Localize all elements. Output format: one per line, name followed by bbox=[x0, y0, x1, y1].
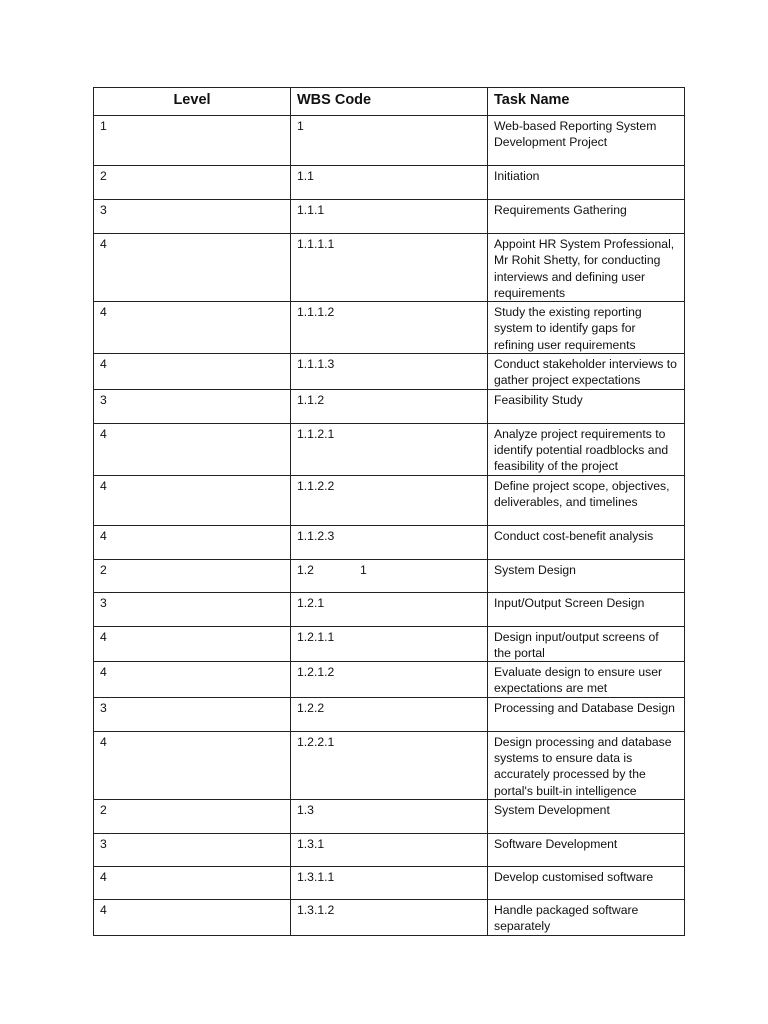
cell-level: 3 bbox=[94, 833, 291, 866]
table-row bbox=[94, 626, 685, 662]
cell-level: 4 bbox=[94, 731, 291, 799]
table-row bbox=[94, 166, 685, 200]
table-row bbox=[94, 389, 685, 423]
cell-wbs-code bbox=[291, 423, 488, 475]
cell-wbs-code bbox=[291, 525, 488, 559]
wbs-code-text: 1.3.1.2 bbox=[297, 902, 335, 917]
cell-task-name: Requirements Gathering bbox=[488, 200, 685, 234]
cell-wbs-code bbox=[291, 899, 488, 935]
cell-wbs-code bbox=[291, 116, 488, 166]
cell-level: 4 bbox=[94, 423, 291, 475]
wbs-code-text: 1.3.1 bbox=[297, 836, 325, 851]
table-row bbox=[94, 697, 685, 731]
table-row bbox=[94, 866, 685, 899]
cell-task-name: Appoint HR System Professional, Mr Rohit Shetty, for conducting interviews and defining user requirements bbox=[488, 234, 685, 302]
table-row bbox=[94, 525, 685, 559]
cell-level: 2 bbox=[94, 166, 291, 200]
wbs-code-text: 1.1.2.1 bbox=[297, 426, 335, 441]
table-row bbox=[94, 662, 685, 698]
cell-level: 4 bbox=[94, 662, 291, 698]
wbs-code-text: 1.2.2.1 bbox=[297, 734, 335, 749]
cell-level: 4 bbox=[94, 475, 291, 525]
cell-task-name: System Design bbox=[488, 559, 685, 592]
header-task-name: Task Name bbox=[488, 88, 685, 116]
wbs-code-text: 1.3.1.1 bbox=[297, 869, 335, 884]
cell-task-name: Design processing and database systems to ensure data is accurately processed by the portal's built-in intelligence bbox=[488, 731, 685, 799]
table-row bbox=[94, 592, 685, 626]
cell-task-name: System Development bbox=[488, 799, 685, 833]
wbs-code-extra: 1 bbox=[359, 562, 367, 577]
cell-wbs-code bbox=[291, 592, 488, 626]
cell-level: 4 bbox=[94, 866, 291, 899]
cell-wbs-code bbox=[291, 697, 488, 731]
cell-wbs-code bbox=[291, 475, 488, 525]
cell-task-name: Handle packaged software separately bbox=[488, 899, 685, 935]
cell-task-name: Define project scope, objectives, deliverables, and timelines bbox=[488, 475, 685, 525]
wbs-code-text: 1.1.2.3 bbox=[297, 528, 335, 543]
wbs-code-text: 1.2 bbox=[297, 562, 314, 577]
header-wbs-code: WBS Code bbox=[291, 88, 488, 116]
cell-task-name: Feasibility Study bbox=[488, 389, 685, 423]
table-header-row bbox=[94, 88, 685, 116]
cell-level: 4 bbox=[94, 525, 291, 559]
table-row bbox=[94, 559, 685, 592]
wbs-code-text: 1.2.2 bbox=[297, 700, 325, 715]
wbs-code-text: 1.2.1.2 bbox=[297, 665, 335, 680]
cell-wbs-code bbox=[291, 389, 488, 423]
cell-level: 4 bbox=[94, 302, 291, 354]
table-row bbox=[94, 302, 685, 354]
cell-task-name: Develop customised software bbox=[488, 866, 685, 899]
cell-task-name: Conduct stakeholder interviews to gather project expectations bbox=[488, 354, 685, 390]
cell-task-name: Analyze project requirements to identify potential roadblocks and feasibility of the project bbox=[488, 423, 685, 475]
cell-task-name: Software Development bbox=[488, 833, 685, 866]
header-level: Level bbox=[94, 88, 291, 116]
cell-wbs-code bbox=[291, 354, 488, 390]
table-row bbox=[94, 833, 685, 866]
table-row bbox=[94, 475, 685, 525]
table-row bbox=[94, 799, 685, 833]
table-row bbox=[94, 423, 685, 475]
cell-wbs-code bbox=[291, 731, 488, 799]
wbs-code-text: 1.2.1.1 bbox=[297, 629, 335, 644]
cell-level: 2 bbox=[94, 799, 291, 833]
cell-task-name: Conduct cost-benefit analysis bbox=[488, 525, 685, 559]
cell-level: 4 bbox=[94, 234, 291, 302]
cell-level: 3 bbox=[94, 200, 291, 234]
cell-wbs-code bbox=[291, 626, 488, 662]
table-body bbox=[94, 116, 685, 936]
cell-level: 3 bbox=[94, 697, 291, 731]
cell-task-name: Input/Output Screen Design bbox=[488, 592, 685, 626]
table-row bbox=[94, 200, 685, 234]
wbs-code-text: 1.2.1 bbox=[297, 595, 325, 610]
wbs-code-text: 1.1.1 bbox=[297, 203, 325, 217]
cell-wbs-code bbox=[291, 662, 488, 698]
cell-wbs-code bbox=[291, 866, 488, 899]
cell-task-name: Evaluate design to ensure user expectations are met bbox=[488, 662, 685, 698]
wbs-table bbox=[93, 87, 685, 936]
wbs-code-text: 1.3 bbox=[297, 802, 314, 817]
cell-level: 4 bbox=[94, 354, 291, 390]
wbs-code-text: 1.1.1.3 bbox=[297, 357, 335, 372]
cell-wbs-code bbox=[291, 234, 488, 302]
wbs-code-text: 1.1.1.1 bbox=[297, 237, 335, 251]
wbs-code-text: 1.1 bbox=[297, 169, 314, 183]
wbs-code-text: 1 bbox=[297, 119, 304, 133]
table-row bbox=[94, 234, 685, 302]
cell-wbs-code bbox=[291, 166, 488, 200]
cell-wbs-code bbox=[291, 833, 488, 866]
table-row bbox=[94, 116, 685, 166]
wbs-code-text: 1.1.2 bbox=[297, 392, 325, 407]
table-row bbox=[94, 354, 685, 390]
cell-level: 1 bbox=[94, 116, 291, 166]
cell-task-name: Initiation bbox=[488, 166, 685, 200]
cell-task-name: Design input/output screens of the portal bbox=[488, 626, 685, 662]
cell-level: 4 bbox=[94, 899, 291, 935]
cell-wbs-code bbox=[291, 200, 488, 234]
wbs-code-text: 1.1.2.2 bbox=[297, 478, 335, 493]
cell-task-name: Web-based Reporting System Development Project bbox=[488, 116, 685, 166]
cell-wbs-code bbox=[291, 559, 488, 592]
cell-level: 2 bbox=[94, 559, 291, 592]
table-row bbox=[94, 731, 685, 799]
cell-level: 4 bbox=[94, 626, 291, 662]
table-row bbox=[94, 899, 685, 935]
cell-wbs-code bbox=[291, 302, 488, 354]
cell-task-name: Study the existing reporting system to identify gaps for refining user requirements bbox=[488, 302, 685, 354]
cell-task-name: Processing and Database Design bbox=[488, 697, 685, 731]
cell-level: 3 bbox=[94, 389, 291, 423]
wbs-code-text: 1.1.1.2 bbox=[297, 305, 335, 320]
cell-wbs-code bbox=[291, 799, 488, 833]
cell-level: 3 bbox=[94, 592, 291, 626]
